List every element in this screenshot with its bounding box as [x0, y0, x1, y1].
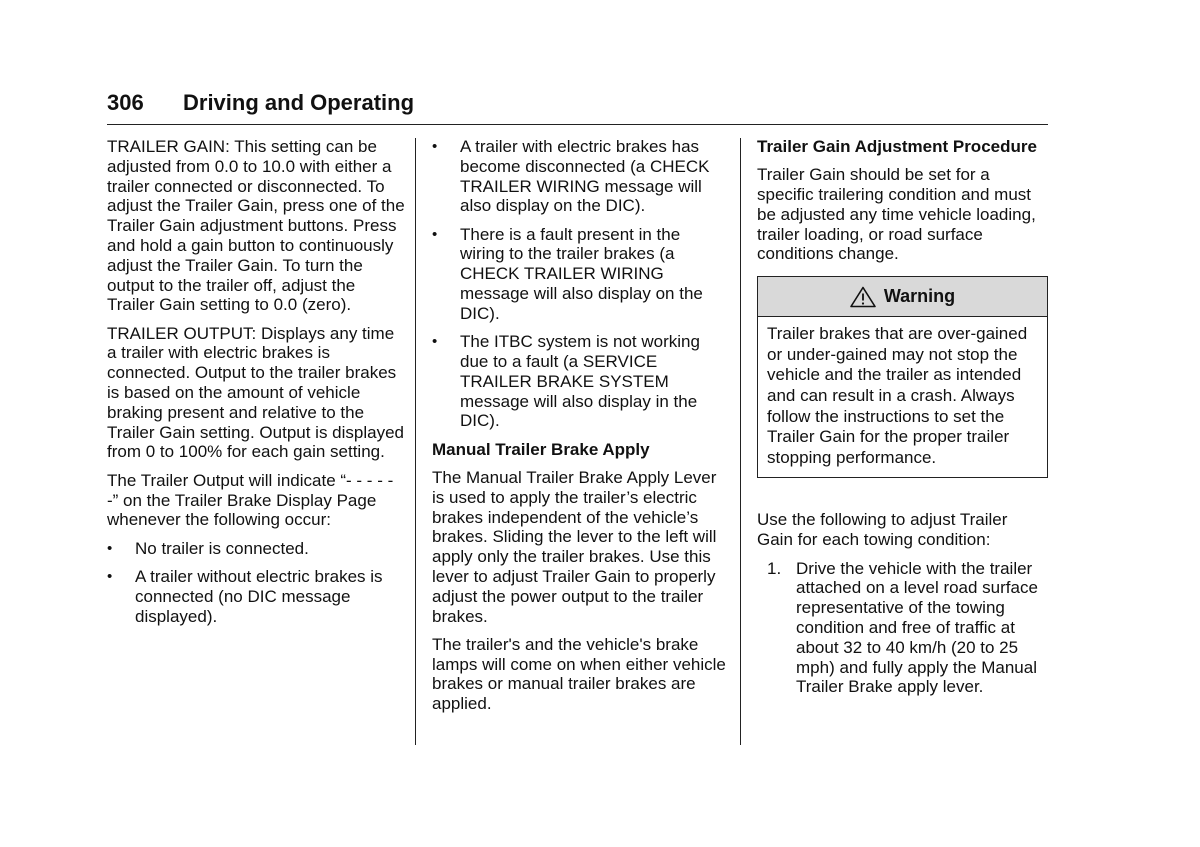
trailer-gain-paragraph: TRAILER GAIN: This setting can be adjusted from 0.0 to 10.0 with either a trailer connected or disconnected. To adjust the Trailer Gain, press one of the Trailer Gain adjustment buttons. Press and hold a gain button to continuously adjust the Trailer Gain. To turn the output to the trailer off, adjust the Trailer Gain setting to 0.0 (zero). [107, 137, 405, 315]
list-item: • A trailer without electric brakes is connected (no DIC message displayed). [107, 566, 383, 626]
list-item: • No trailer is connected. [107, 538, 309, 558]
procedure-steps [757, 559, 1048, 698]
manual-trailer-brake-heading: Manual Trailer Brake Apply [432, 439, 650, 459]
list-item: • A trailer with electric brakes has become disconnected (a CHECK TRAILER WIRING message will also display on the DIC). [432, 137, 710, 216]
list-item: • The ITBC system is not working due to a fault (a SERVICE TRAILER BRAKE SYSTEM message will also display in the DIC). [432, 332, 700, 431]
column-3 [757, 137, 1048, 697]
manual-trailer-brake-paragraph: The Manual Trailer Brake Apply Lever is used to apply the trailer’s electric brakes independent of the vehicle’s brakes. Sliding the lever to the left will apply only the trailer brakes. Use this lever to adjust Trailer Gain to properly adjust the power output to the trailer brakes. [432, 467, 717, 626]
column-divider-2 [740, 138, 741, 745]
trailer-output-indicate-paragraph: The Trailer Output will indicate “- - - - - -” on the Trailer Brake Display Page whenever the following occur: [107, 470, 394, 530]
condition-list [107, 539, 405, 627]
gain-procedure-heading: Trailer Gain Adjustment Procedure [757, 137, 1037, 156]
bullet-icon: • [107, 539, 113, 557]
step-text: Drive the vehicle with the trailer attached on a level road surface representative of the towing condition and free of traffic at about 32 to 40 km/h (20 to 25 mph) and fully apply the Manual Trailer Brake apply lever. [796, 558, 1038, 697]
warning-header [758, 277, 1047, 317]
warning-triangle-icon [850, 286, 876, 308]
column-1 [107, 137, 405, 635]
warning-body: Trailer brakes that are over-gained or under-gained may not stop the vehicle and the trailer as intended and can result in a crash. Always follow the instructions to set the Trailer Gain for the proper trailer stopping performance. [767, 324, 1028, 467]
warning-box [757, 276, 1048, 478]
bullet-icon: • [432, 138, 438, 155]
condition-list-continued [432, 137, 728, 431]
bullet-icon: • [107, 567, 113, 585]
step-number: 1. [767, 558, 782, 578]
list-item [757, 559, 1048, 698]
bullet-icon: • [432, 225, 438, 243]
column-2 [432, 137, 728, 723]
section-title: Driving and Operating [183, 90, 415, 115]
warning-title: Warning [883, 285, 956, 306]
bullet-icon: • [432, 333, 438, 351]
page-header [107, 88, 1048, 125]
column-divider-1 [415, 138, 416, 745]
list-item: • There is a fault present in the wiring to the trailer brakes (a CHECK TRAILER WIRING message will also display on the DIC). [432, 224, 703, 323]
page-number: 306 [107, 90, 144, 115]
brake-lamps-paragraph: The trailer's and the vehicle's brake lamps will come on when either vehicle brakes or manual trailer brakes are applied. [432, 634, 726, 714]
adjust-intro-paragraph: Use the following to adjust Trailer Gain for each towing condition: [757, 510, 1008, 550]
gain-procedure-paragraph: Trailer Gain should be set for a specific trailering condition and must be adjusted any time vehicle loading, trailer loading, or road surface conditions change. [757, 165, 1036, 264]
trailer-output-paragraph: TRAILER OUTPUT: Displays any time a trailer with electric brakes is connected. Output to the trailer brakes is based on the amount of vehicle braking present and relative to the Trailer Gain setting. Output is displayed from 0 to 100% for each gain setting. [107, 323, 405, 462]
